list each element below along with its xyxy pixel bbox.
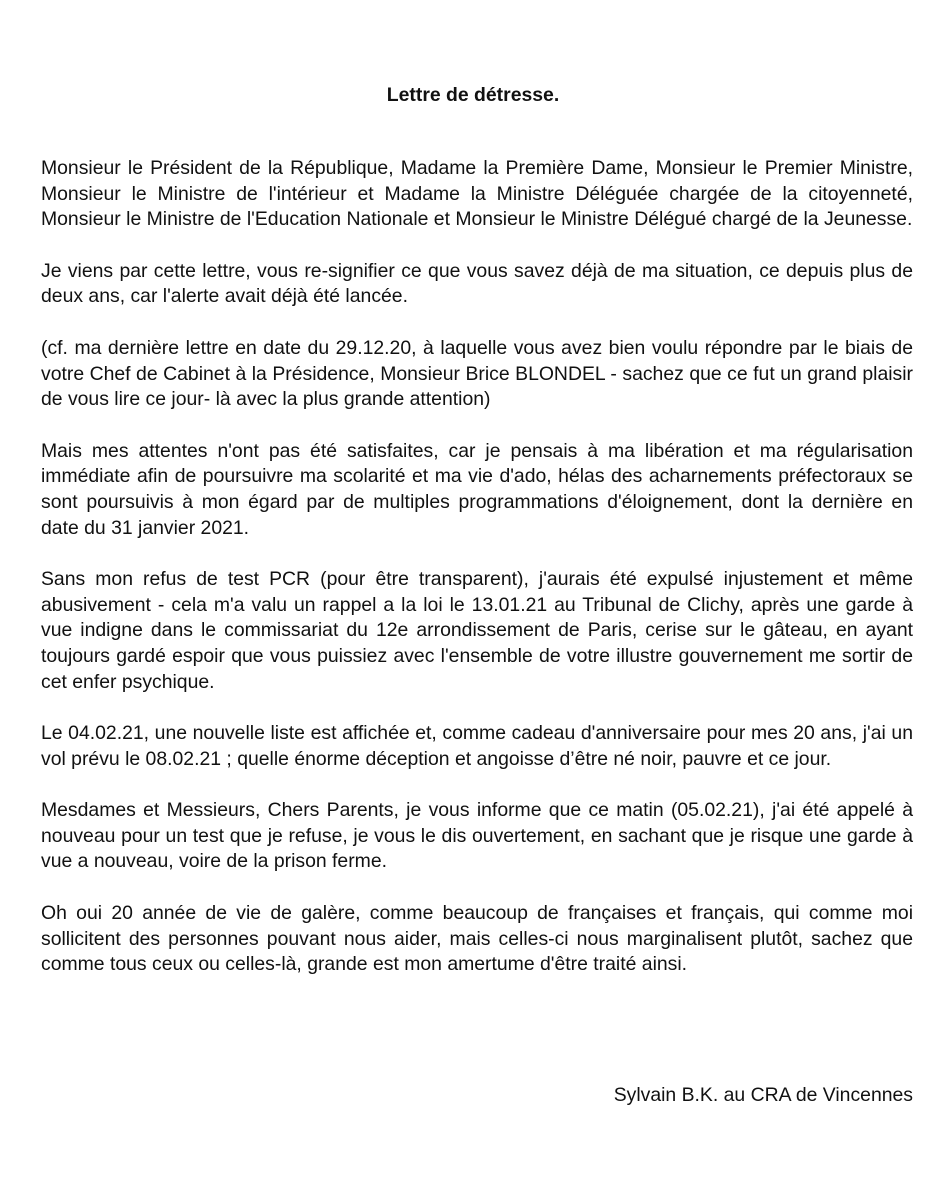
paragraph-conclusion: Oh oui 20 année de vie de galère, comme beaucoup de françaises et français, qui comme moi sollicitent des personnes pouvant nous aider, mais celles-ci nous marginalisent plutôt, sachez que comme tous ceux ou celles-là, grande est mon amertume d'être traité ainsi. — [41, 902, 913, 976]
signature: Sylvain B.K. au CRA de Vincennes — [613, 1084, 913, 1106]
paragraph-pcr-refusal: Sans mon refus de test PCR (pour être transparent), j'aurais été expulsé injustement et même abusivement - cela m'a valu un rappel a la loi le 13.01.21 au Tribunal de Clichy, après une garde à vue indigne dans le commissariat du 12e arrondissement de Paris, cerise sur le gâteau, en ayant toujours gardé espoir que vous puissiez avec l'ensemble de votre illustre gouvernement me sortir de cet enfer psychique. — [41, 568, 913, 693]
paragraph-salutation: Monsieur le Président de la République, Madame la Première Dame, Monsieur le Premier Ministre, Monsieur le Ministre de l'intérieur et Madame la Ministre Déléguée chargée de la citoyenneté, Monsieur le Ministre de l'Education Nationale et Monsieur le Ministre Délégué chargé de la Jeunesse. — [41, 157, 913, 231]
paragraph-expectations: Mais mes attentes n'ont pas été satisfaites, car je pensais à ma libération et ma régularisation immédiate afin de poursuivre ma scolarité et ma vie d'ado, hélas des acharnements préfectoraux se sont poursuivis à mon égard par de multiples programmations d'éloignement, dont la dernière en date du 31 janvier 2021. — [41, 439, 913, 539]
paragraph-new-list: Le 04.02.21, une nouvelle liste est affichée et, comme cadeau d'anniversaire pour mes 20 ans, j'ai un vol prévu le 08.02.21 ; quelle énorme déception et angoisse d’être né noir, pauvre et ce jour. — [41, 722, 913, 770]
letter-title: Lettre de détresse. — [386, 84, 560, 106]
paragraph-this-morning: Mesdames et Messieurs, Chers Parents, je vous informe que ce matin (05.02.21), j'ai été appelé à nouveau pour un test que je refuse, je vous le dis ouvertement, en sachant que je risque une garde à vue a nouveau, voire de la prison ferme. — [41, 799, 913, 873]
paragraph-introduction: Je viens par cette lettre, vous re-signifier ce que vous savez déjà de ma situation, ce depuis plus de deux ans, car l'alerte avait déjà été lancée. — [41, 259, 913, 308]
paragraph-previous-letter: (cf. ma dernière lettre en date du 29.12.20, à laquelle vous avez bien voulu répondre par le biais de votre Chef de Cabinet à la Présidence, Monsieur Brice BLONDEL - sachez que ce fut un grand plaisir de vous lire ce jour- là avec la plus grande attention) — [41, 336, 913, 411]
letter-body — [41, 156, 913, 1004]
